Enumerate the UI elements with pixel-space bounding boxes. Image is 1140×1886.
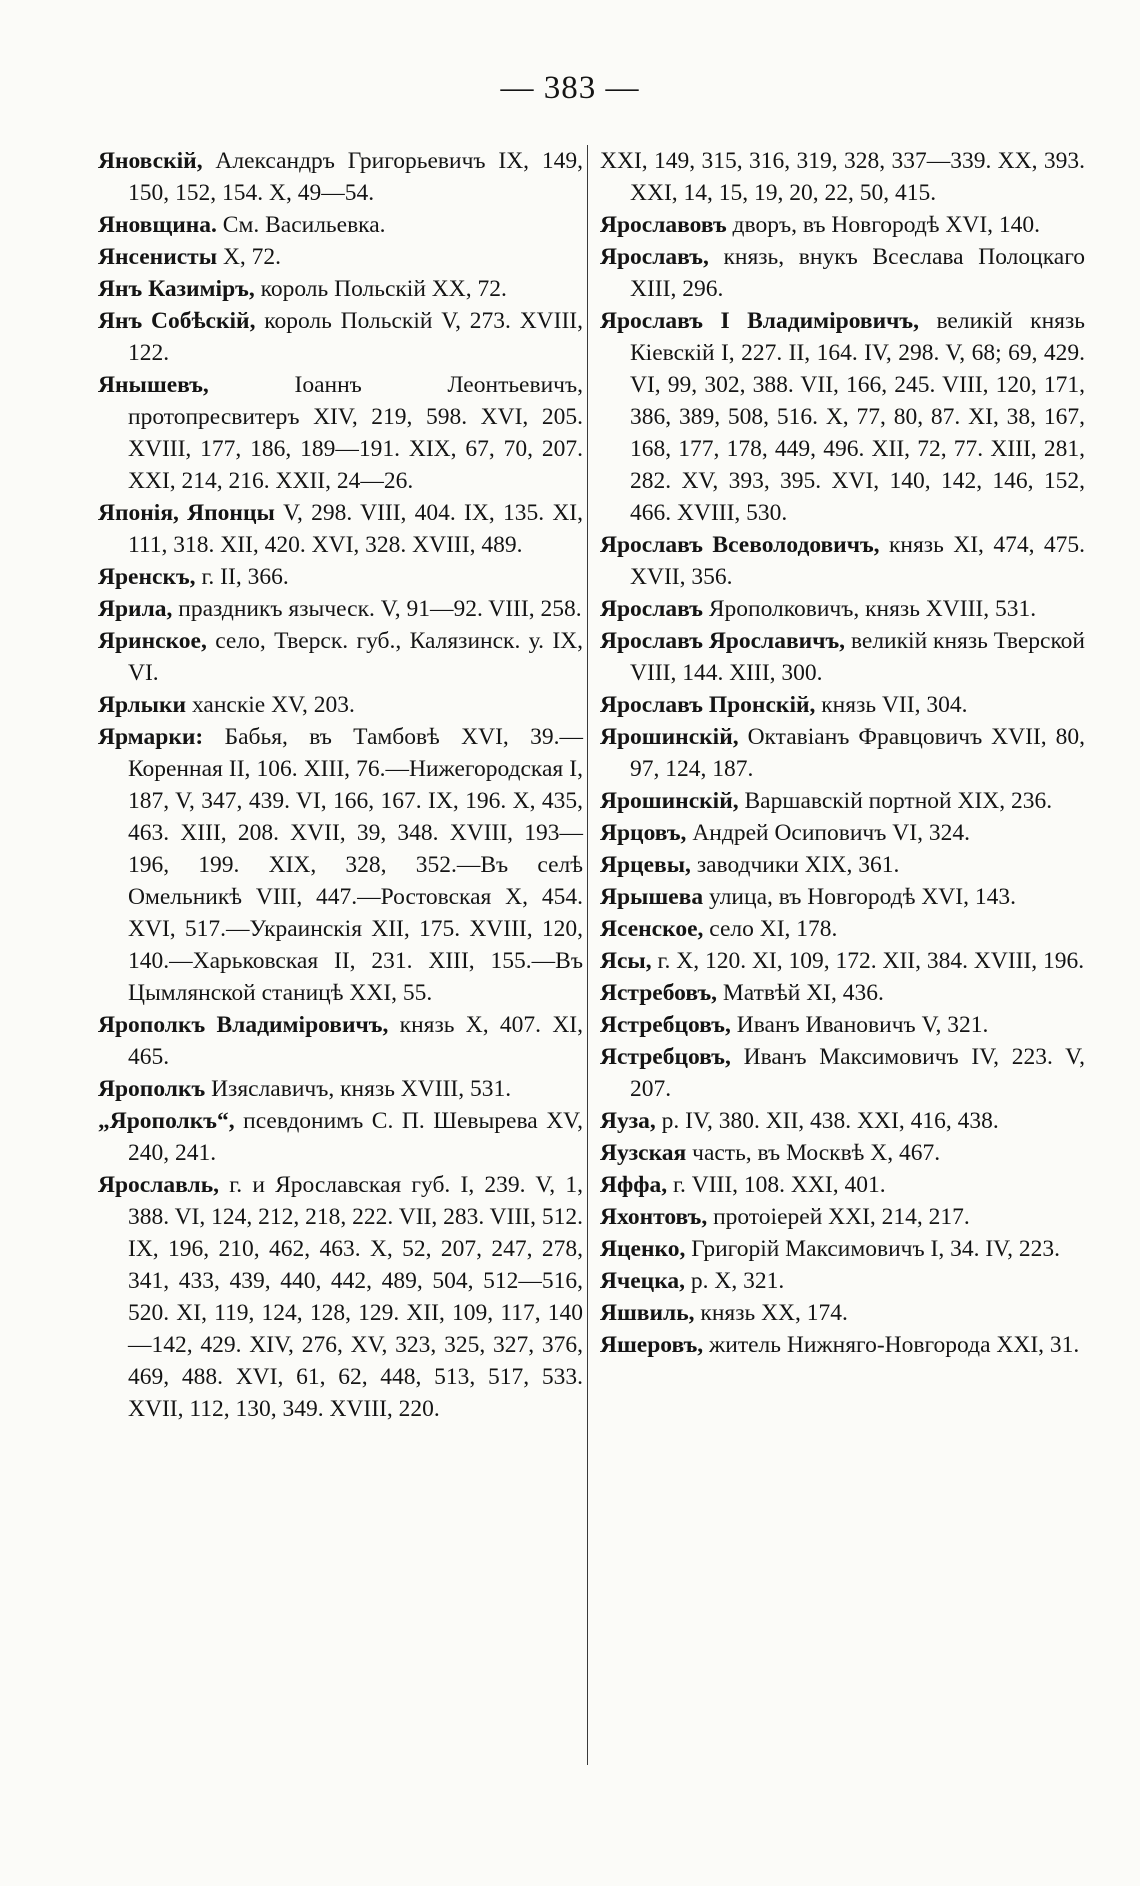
- index-entry: [600, 1265, 1085, 1297]
- entry-heading: Ярополкъ Владиміровичъ,: [98, 1012, 389, 1038]
- entry-references: Октавіанъ Фравцовичъ XVII, 80, 97, 124, 187.: [630, 724, 1085, 782]
- index-entry: [600, 689, 1085, 721]
- index-entry: [600, 721, 1085, 785]
- entry-heading: Яновщина.: [98, 212, 217, 238]
- entry-references: г. и Ярославская губ. I, 239. V, 1, 388. VI, 124, 212, 218, 222. VII, 283. VIII, 512. IX, 196, 210, 462, 463. X, 52, 207, 247, 278, 341, 433, 439, 440, 442, 489, 504, 512—516, 520. XI, 119, 124, 128, 129. XII, 109, 117, 140—142, 429. XIV, 276, XV, 323, 325, 327, 376, 469, 488. XVI, 61, 62, 448, 513, 517, 533. XVII, 112, 130, 349. XVIII, 220.: [128, 1172, 583, 1422]
- index-entry: [98, 209, 583, 241]
- index-entry: [600, 1201, 1085, 1233]
- entry-references: XXI, 149, 315, 316, 319, 328, 337—339. XX, 393. XXI, 14, 15, 19, 20, 22, 50, 415.: [600, 148, 1085, 206]
- entry-references: Григорій Максимовичъ I, 34. IV, 223.: [685, 1236, 1060, 1262]
- index-entry: [98, 1073, 583, 1105]
- entry-references: великій князь Кіевскій I, 227. II, 164. IV, 298. V, 68; 69, 429. VI, 99, 302, 388. VII, 166, 245. VIII, 120, 171, 386, 389, 508, 516. X, 77, 80, 87. XI, 38, 167, 168, 177, 178, 449, 496. XII, 72, 77. XIII, 281, 282. XV, 393, 395. XVI, 140, 142, 146, 152, 466. XVIII, 530.: [630, 308, 1085, 526]
- index-entry: [600, 1105, 1085, 1137]
- entry-references: См. Васильевка.: [216, 212, 386, 238]
- index-entry: [98, 497, 583, 561]
- entry-references: псевдонимъ С. П. Шевырева XV, 240, 241.: [128, 1108, 583, 1166]
- entry-references: дворъ, въ Новгородѣ XVI, 140.: [726, 212, 1041, 238]
- entry-references: Андрей Осиповичъ VI, 324.: [686, 820, 970, 846]
- index-entry: [600, 593, 1085, 625]
- index-entry: [600, 1169, 1085, 1201]
- index-entry: [98, 625, 583, 689]
- entry-references: село, Тверск. губ., Калязинск. у. IX, VI.: [128, 628, 583, 686]
- entry-heading: Ястребцовъ,: [600, 1044, 731, 1070]
- entry-heading: Янъ Казиміръ,: [98, 276, 255, 302]
- column-divider: [587, 145, 588, 1765]
- entry-references: часть, въ Москвѣ X, 467.: [686, 1140, 941, 1166]
- entry-references: р. IV, 380. XII, 438. XXI, 416, 438.: [655, 1108, 999, 1134]
- entry-heading: Ярославъ Пронскій,: [600, 692, 816, 718]
- entry-heading: Яшеровъ,: [600, 1332, 704, 1358]
- entry-heading: Ярошинскій,: [600, 724, 739, 750]
- entry-references: Варшавскій портной XIX, 236.: [738, 788, 1053, 814]
- entry-heading: Ярославъ Ярославичъ,: [600, 628, 846, 654]
- left-column: [98, 145, 583, 1425]
- entry-references: Иванъ Максимовичъ IV, 223. V, 207.: [630, 1044, 1085, 1102]
- entry-heading: „Ярополкъ“,: [98, 1108, 235, 1134]
- index-entry: [98, 273, 583, 305]
- entry-references: Бабья, въ Тамбовѣ XVI, 39.—Коренная II, 106. XIII, 76.—Нижегородская I, 187, V, 347, 439. VI, 166, 167. IX, 196. X, 435, 463. XIII, 208. XVII, 39, 348. XVIII, 193—196, 199. XIX, 328, 352.—Въ селѣ Омельникѣ VIII, 447.—Ростовская X, 454. XVI, 517.—Украинскія XII, 175. XVIII, 120, 140.—Харьковская II, 231. XIII, 155.—Въ Цымлянской станицѣ XXI, 55.: [128, 724, 583, 1006]
- entry-heading: Ярославъ I Владиміровичъ,: [600, 308, 919, 334]
- index-entry: [98, 1169, 583, 1425]
- index-entry: [600, 145, 1085, 209]
- entry-heading: Ярцевы,: [600, 852, 691, 878]
- index-entry: [600, 977, 1085, 1009]
- entry-references: ханскіе XV, 203.: [186, 692, 355, 718]
- index-entry: [600, 1233, 1085, 1265]
- index-entry: [600, 625, 1085, 689]
- entry-heading: Янъ Собѣскій,: [98, 308, 256, 334]
- entry-heading: Яшвиль,: [600, 1300, 695, 1326]
- entry-references: житель Нижняго-Новгорода XXI, 31.: [703, 1332, 1080, 1358]
- entry-references: г. X, 120. XI, 109, 172. XII, 384. XVIII, 196.: [651, 948, 1085, 974]
- index-entry: [600, 1329, 1085, 1361]
- index-entry: [98, 241, 583, 273]
- entry-heading: Ярославовъ: [600, 212, 727, 238]
- entry-references: протоіерей XXI, 214, 217.: [707, 1204, 970, 1230]
- entry-references: заводчики XIX, 361.: [690, 852, 900, 878]
- entry-references: V, 298. VIII, 404. IX, 135. XI, 111, 318. XII, 420. XVI, 328. XVIII, 489.: [128, 500, 584, 558]
- entry-references: Матвѣй XI, 436.: [717, 980, 884, 1006]
- entry-references: праздникъ языческ. V, 91—92. VIII, 258.: [172, 596, 582, 622]
- entry-references: Изяславичъ, князь XVIII, 531.: [205, 1076, 512, 1102]
- entry-references: князь XI, 474, 475. XVII, 356.: [630, 532, 1085, 590]
- entry-heading: Ярила,: [98, 596, 173, 622]
- entry-references: улица, въ Новгородѣ XVI, 143.: [703, 884, 1016, 910]
- entry-heading: Яффа,: [600, 1172, 668, 1198]
- index-entry: [600, 1297, 1085, 1329]
- entry-heading: Ярлыки: [98, 692, 187, 718]
- entry-heading: Яуза,: [600, 1108, 656, 1134]
- index-entry: [600, 817, 1085, 849]
- index-entry: [98, 369, 583, 497]
- entry-references: король Польскій XX, 72.: [254, 276, 507, 302]
- entry-heading: Янсенисты: [98, 244, 218, 270]
- index-entry: [98, 721, 583, 1009]
- entry-heading: Яренскъ,: [98, 564, 196, 590]
- entry-heading: Яценко,: [600, 1236, 686, 1262]
- index-entry: [98, 1009, 583, 1073]
- entry-references: г. VIII, 108. XXI, 401.: [667, 1172, 886, 1198]
- entry-heading: Ярцовъ,: [600, 820, 687, 846]
- entry-references: король Польскій V, 273. XVIII, 122.: [128, 308, 584, 366]
- entry-references: Іоаннъ Леонтьевичъ, протопресвитеръ XIV, 219, 598. XVI, 205. XVIII, 177, 186, 189—191. XIX, 67, 70, 207. XXI, 214, 216. XXII, 24—26.: [128, 372, 583, 494]
- entry-heading: Японія, Японцы: [98, 500, 275, 526]
- entry-heading: Ястребцовъ,: [600, 1012, 731, 1038]
- index-entry: [98, 561, 583, 593]
- entry-heading: Ярмарки:: [98, 724, 204, 750]
- entry-heading: Яузская: [600, 1140, 687, 1166]
- right-column: [600, 145, 1085, 1361]
- entry-references: князь VII, 304.: [815, 692, 968, 718]
- index-entry: [600, 881, 1085, 913]
- entry-heading: Ярополкъ: [98, 1076, 206, 1102]
- index-entry: [600, 209, 1085, 241]
- entry-references: X, 72.: [217, 244, 282, 270]
- index-entry: [98, 145, 583, 209]
- entry-heading: Яновскій,: [98, 148, 203, 174]
- page-number: — 383 —: [500, 70, 640, 106]
- entry-references: князь, внукъ Всеслава Полоцкаго XIII, 296.: [630, 244, 1085, 302]
- index-entry: [600, 785, 1085, 817]
- entry-heading: Ярославъ: [600, 596, 703, 622]
- entry-heading: Ярошинскій,: [600, 788, 739, 814]
- entry-heading: Ячецка,: [600, 1268, 686, 1294]
- entry-references: Иванъ Ивановичъ V, 321.: [730, 1012, 989, 1038]
- entry-heading: Яхонтовъ,: [600, 1204, 708, 1230]
- index-entry: [600, 913, 1085, 945]
- entry-references: Александръ Григорьевичъ IX, 149, 150, 152, 154. X, 49—54.: [128, 148, 583, 206]
- entry-references: князь X, 407. XI, 465.: [128, 1012, 583, 1070]
- entry-heading: Ястребовъ,: [600, 980, 718, 1006]
- index-entry: [98, 1105, 583, 1169]
- entry-heading: Ясенское,: [600, 916, 704, 942]
- index-entry: [600, 945, 1085, 977]
- entry-references: р. X, 321.: [685, 1268, 785, 1294]
- entry-heading: Ярославъ Всеволодовичъ,: [600, 532, 880, 558]
- entry-references: г. II, 366.: [195, 564, 289, 590]
- index-entry: [98, 689, 583, 721]
- entry-references: Ярополковичъ, князь XVIII, 531.: [702, 596, 1037, 622]
- index-entry: [98, 593, 583, 625]
- index-entry: [600, 1137, 1085, 1169]
- entry-heading: Янышевъ,: [98, 372, 209, 398]
- index-entry: [600, 305, 1085, 529]
- entry-heading: Ярославль,: [98, 1172, 220, 1198]
- entry-references: великій князь Тверской VIII, 144. XIII, 300.: [630, 628, 1086, 686]
- index-entry: [600, 849, 1085, 881]
- index-entry: [98, 305, 583, 369]
- entry-heading: Ясы,: [600, 948, 652, 974]
- entry-references: село XI, 178.: [703, 916, 838, 942]
- index-entry: [600, 1041, 1085, 1105]
- index-entry: [600, 241, 1085, 305]
- entry-references: князь XX, 174.: [694, 1300, 848, 1326]
- entry-heading: Ярышева: [600, 884, 704, 910]
- entry-heading: Яринское,: [98, 628, 207, 654]
- index-entry: [600, 1009, 1085, 1041]
- entry-heading: Ярославъ,: [600, 244, 709, 270]
- index-entry: [600, 529, 1085, 593]
